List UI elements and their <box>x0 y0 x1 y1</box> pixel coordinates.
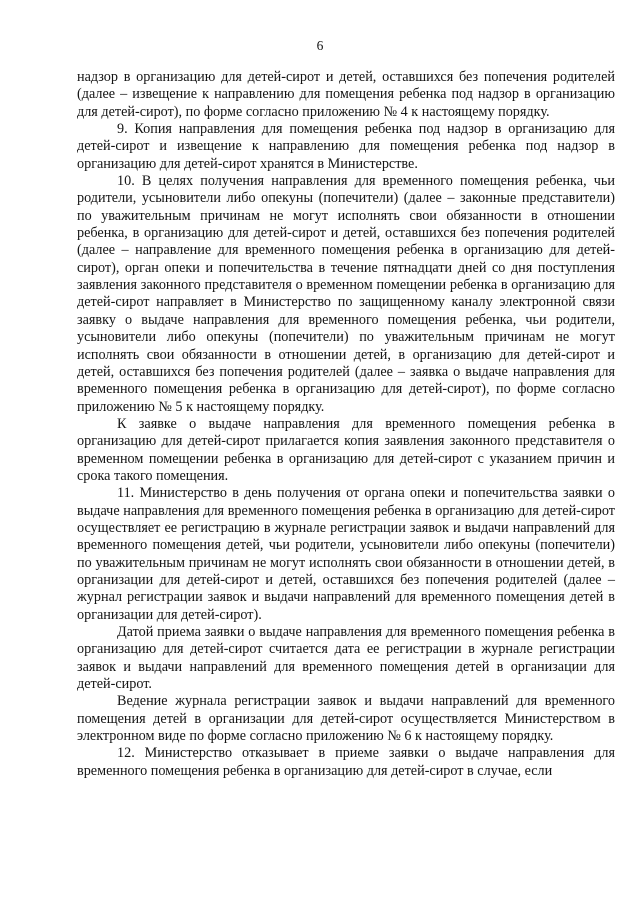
paragraph-continuation: надзор в организацию для детей-сирот и детей, оставшихся без попечения родителей (далее – извещение к направлению для помещения ребенка под надзор в организацию для детей-сирот), по форме согласно приложению № 4 к настоящему порядку. <box>77 69 615 120</box>
paragraph-item-9: 9. Копия направления для помещения ребенка под надзор в организацию для детей-сирот и извещение к направлению для помещения ребенка под надзор в организацию для детей-сирот хранятся в Министерстве. <box>77 121 615 172</box>
paragraph-journal-keeping: Ведение журнала регистрации заявок и выдачи направлений для временного помещения детей в организации для детей-сирот осуществляется Министерством в электронном виде по форме согласно приложению № 6 к настоящему порядку. <box>77 693 615 745</box>
page-number: 6 <box>316 38 324 53</box>
paragraph-acceptance-date: Датой приема заявки о выдаче направления для временного помещения ребенка в организацию для детей-сирот считается дата ее регистрации в журнале регистрации заявок и выдачи направлений для временного помещения детей в организации для детей-сирот. <box>77 624 615 693</box>
paragraph-item-12: 12. Министерство отказывает в приеме заявки о выдаче направления для временного помещения ребенка в организацию для детей-сирот в случае, если <box>77 745 615 779</box>
document-body <box>77 69 615 780</box>
paragraph-item-11: 11. Министерство в день получения от органа опеки и попечительства заявки о выдаче направления для временного помещения ребенка в организацию для детей-сирот осуществляет ее регистрацию в журнале регистрации заявок и выдачи направлений для временного помещения детей, чьи родители, усыновители либо опекуны (попечители) по уважительным причинам не могут исполнять свои обязанности в отношении детей, в организации для детей-сирот и детей, оставшихся без попечения родителей (далее – журнал регистрации заявок и выдачи направлений для временного помещения детей в организации для детей-сирот). <box>77 485 615 623</box>
paragraph-item-10: 10. В целях получения направления для временного помещения ребенка, чьи родители, усыновители либо опекуны (попечители) (далее – законные представители) по уважительным причинам не могут исполнять свои обязанности в отношении ребенка, в организацию для детей-сирот и детей, оставшихся без попечения родителей (далее – направление для временного помещения ребенка в организацию для детей-сирот), орган опеки и попечительства в течение пятнадцати дней со дня поступления заявления законного представителя о временном помещении ребенка в организацию для детей-сирот направляет в Министерство по защищенному каналу электронной связи заявку о выдаче направления для временного помещения ребенка, чьи родители, усыновители либо опекуны (попечители) по уважительным причинам не могут исполнять свои обязанности в отношении детей, в организацию для детей-сирот и детей, оставшихся без попечения родителей (далее – заявка о выдаче направления для временного помещения ребенка в организацию для детей-сирот), по форме согласно приложению № 5 к настоящему порядку. <box>77 173 615 415</box>
paragraph-attachment-note: К заявке о выдаче направления для временного помещения ребенка в организацию для детей-сирот прилагается копия заявления законного представителя о временном помещении ребенка в организацию для детей-сирот с указанием причин и срока такого помещения. <box>77 415 615 484</box>
